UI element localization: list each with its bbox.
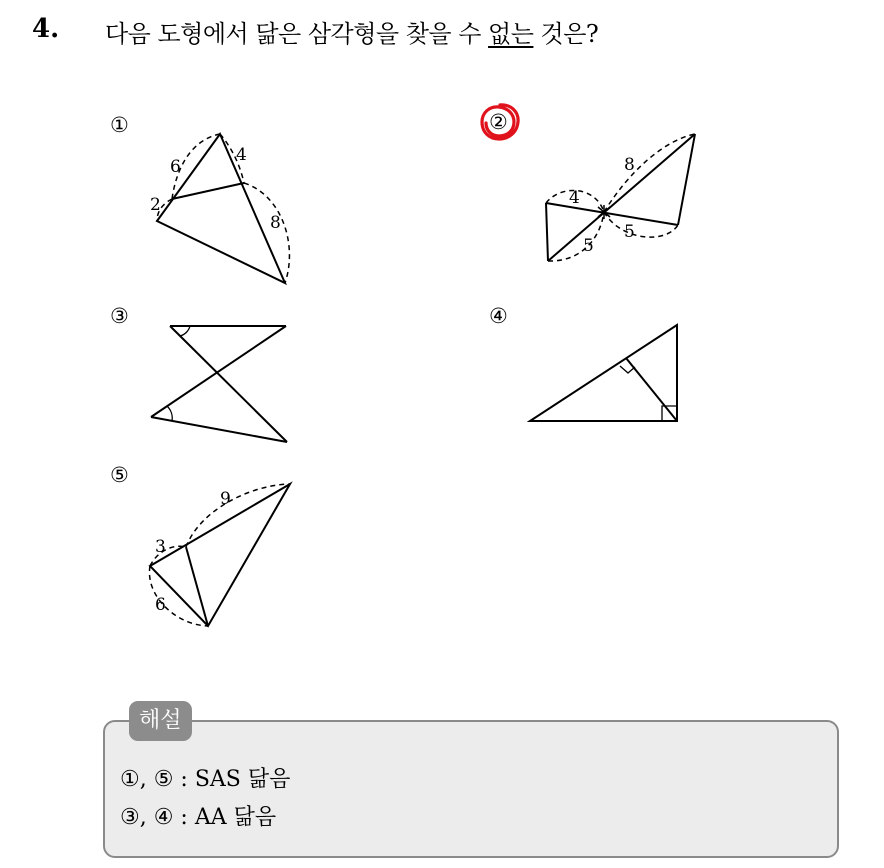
- figure-5-edge-label-6: 6: [155, 595, 166, 615]
- figure-1-edge-label-2: 2: [150, 195, 161, 215]
- figure-5-edge-label-3: 3: [155, 537, 166, 557]
- figure-3: [151, 326, 287, 442]
- figure-1-edge-label-8: 8: [270, 213, 281, 233]
- choice-2-label[interactable]: ②: [489, 110, 508, 134]
- figure-5-edge-label-9: 9: [220, 489, 231, 509]
- solution-line-1: ①, ⑤ : SAS 닮음: [120, 767, 291, 792]
- figure-1-edge-label-6: 6: [170, 157, 181, 177]
- question-number: 4.: [32, 14, 60, 44]
- figure-4: [530, 325, 677, 421]
- solution-line-2: ③, ④ : AA 닮음: [120, 805, 277, 830]
- question-text-underlined: 없는: [488, 20, 534, 48]
- choice-3-label[interactable]: ③: [110, 304, 129, 328]
- figure-2-edge-label-8: 8: [624, 155, 635, 175]
- solution-tag: 해설: [129, 701, 192, 741]
- question-text-after: 것은?: [533, 20, 599, 48]
- figure-2-edge-label-5b: 5: [624, 222, 635, 242]
- choice-4-label[interactable]: ④: [489, 304, 508, 328]
- question-text-before: 다음 도형에서 닮은 삼각형을 찾을 수: [105, 20, 489, 48]
- figure-2-edge-label-4: 4: [569, 188, 580, 208]
- figure-1-edge-label-4: 4: [236, 145, 247, 165]
- choice-5-label[interactable]: ⑤: [110, 463, 129, 487]
- figure-2-edge-label-5a: 5: [583, 236, 594, 256]
- choice-1-label[interactable]: ①: [110, 113, 129, 137]
